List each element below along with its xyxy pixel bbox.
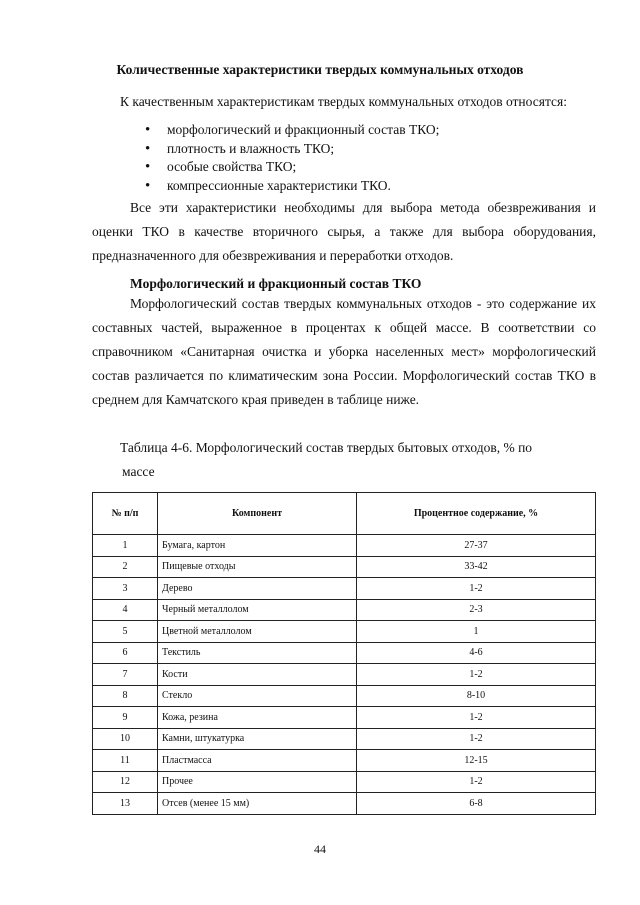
cell-percent: 1-2 [357, 664, 596, 686]
cell-percent: 1-2 [357, 728, 596, 750]
table-caption-line: Таблица 4-6. Морфологический состав твердых бытовых отходов, % по [120, 440, 533, 455]
table-row [93, 728, 596, 750]
cell-percent: 27-37 [357, 535, 596, 557]
cell-component: Камни, штукатурка [158, 728, 357, 750]
morphology-table [92, 492, 596, 815]
cell-component: Отсев (менее 15 мм) [158, 793, 357, 815]
cell-percent: 1-2 [357, 578, 596, 600]
cell-component: Прочее [158, 771, 357, 793]
cell-num: 13 [93, 793, 158, 815]
table-row [93, 535, 596, 557]
cell-num: 12 [93, 771, 158, 793]
table-row [93, 707, 596, 729]
header-num: № п/п [93, 493, 158, 535]
list-item: • плотность и влажность ТКО; [145, 140, 439, 159]
table-row [93, 621, 596, 643]
cell-component: Пищевые отходы [158, 556, 357, 578]
subsection-heading: Морфологический и фракционный состав ТКО [130, 276, 422, 291]
cell-component: Цветной металлолом [158, 621, 357, 643]
table-row [93, 750, 596, 772]
header-percent: Процентное содержание, % [357, 493, 596, 535]
list-item: • компрессионные характеристики ТКО. [145, 177, 439, 196]
paragraph-purpose: Все эти характеристики необходимы для выбора метода обезвреживания и оценки ТКО в качестве вторичного сырья, а также для выбора оборудования, предназначенного для обезвреживания и переработки отходов. [92, 200, 596, 263]
cell-num: 7 [93, 664, 158, 686]
cell-percent: 1 [357, 621, 596, 643]
table-row [93, 793, 596, 815]
cell-percent: 1-2 [357, 771, 596, 793]
cell-component: Дерево [158, 578, 357, 600]
cell-component: Текстиль [158, 642, 357, 664]
table-header-row [93, 493, 596, 535]
list-item: • морфологический и фракционный состав ТКО; [145, 121, 439, 140]
table-row [93, 599, 596, 621]
cell-percent: 1-2 [357, 707, 596, 729]
cell-percent: 6-8 [357, 793, 596, 815]
table-row [93, 685, 596, 707]
cell-num: 10 [93, 728, 158, 750]
cell-num: 3 [93, 578, 158, 600]
table-row [93, 664, 596, 686]
cell-num: 4 [93, 599, 158, 621]
list-item: • особые свойства ТКО; [145, 158, 439, 177]
paragraph-morphology: Морфологический состав твердых коммунальных отходов - это содержание их составных частей, выраженное в процентах к общей массе. В соответствии со справочником «Санитарная очистка и уборка населенных мест» морфологический состав различается по климатическим зона России. Морфологический состав ТКО в среднем для Камчатского края приведен в таблице ниже. [92, 296, 596, 407]
cell-num: 6 [93, 642, 158, 664]
cell-percent: 12-15 [357, 750, 596, 772]
intro-text: К качественным характеристикам твердых коммунальных отходов относятся: [120, 94, 567, 109]
cell-component: Стекло [158, 685, 357, 707]
cell-component: Бумага, картон [158, 535, 357, 557]
cell-num: 11 [93, 750, 158, 772]
characteristics-list [145, 121, 439, 195]
section-heading: Количественные характеристики твердых коммунальных отходов [116, 62, 524, 77]
header-component: Компонент [158, 493, 357, 535]
cell-component: Кожа, резина [158, 707, 357, 729]
table-row [93, 642, 596, 664]
cell-num: 8 [93, 685, 158, 707]
cell-component: Кости [158, 664, 357, 686]
page-number: 44 [314, 842, 326, 856]
cell-percent: 4-6 [357, 642, 596, 664]
table-row [93, 556, 596, 578]
cell-component: Пластмасса [158, 750, 357, 772]
cell-num: 1 [93, 535, 158, 557]
table-caption-line: массе [122, 464, 155, 479]
cell-percent: 33-42 [357, 556, 596, 578]
table-row [93, 771, 596, 793]
table-row [93, 578, 596, 600]
cell-percent: 2-3 [357, 599, 596, 621]
table-caption [120, 436, 582, 484]
cell-num: 9 [93, 707, 158, 729]
cell-num: 2 [93, 556, 158, 578]
cell-num: 5 [93, 621, 158, 643]
cell-component: Черный металлолом [158, 599, 357, 621]
cell-percent: 8-10 [357, 685, 596, 707]
